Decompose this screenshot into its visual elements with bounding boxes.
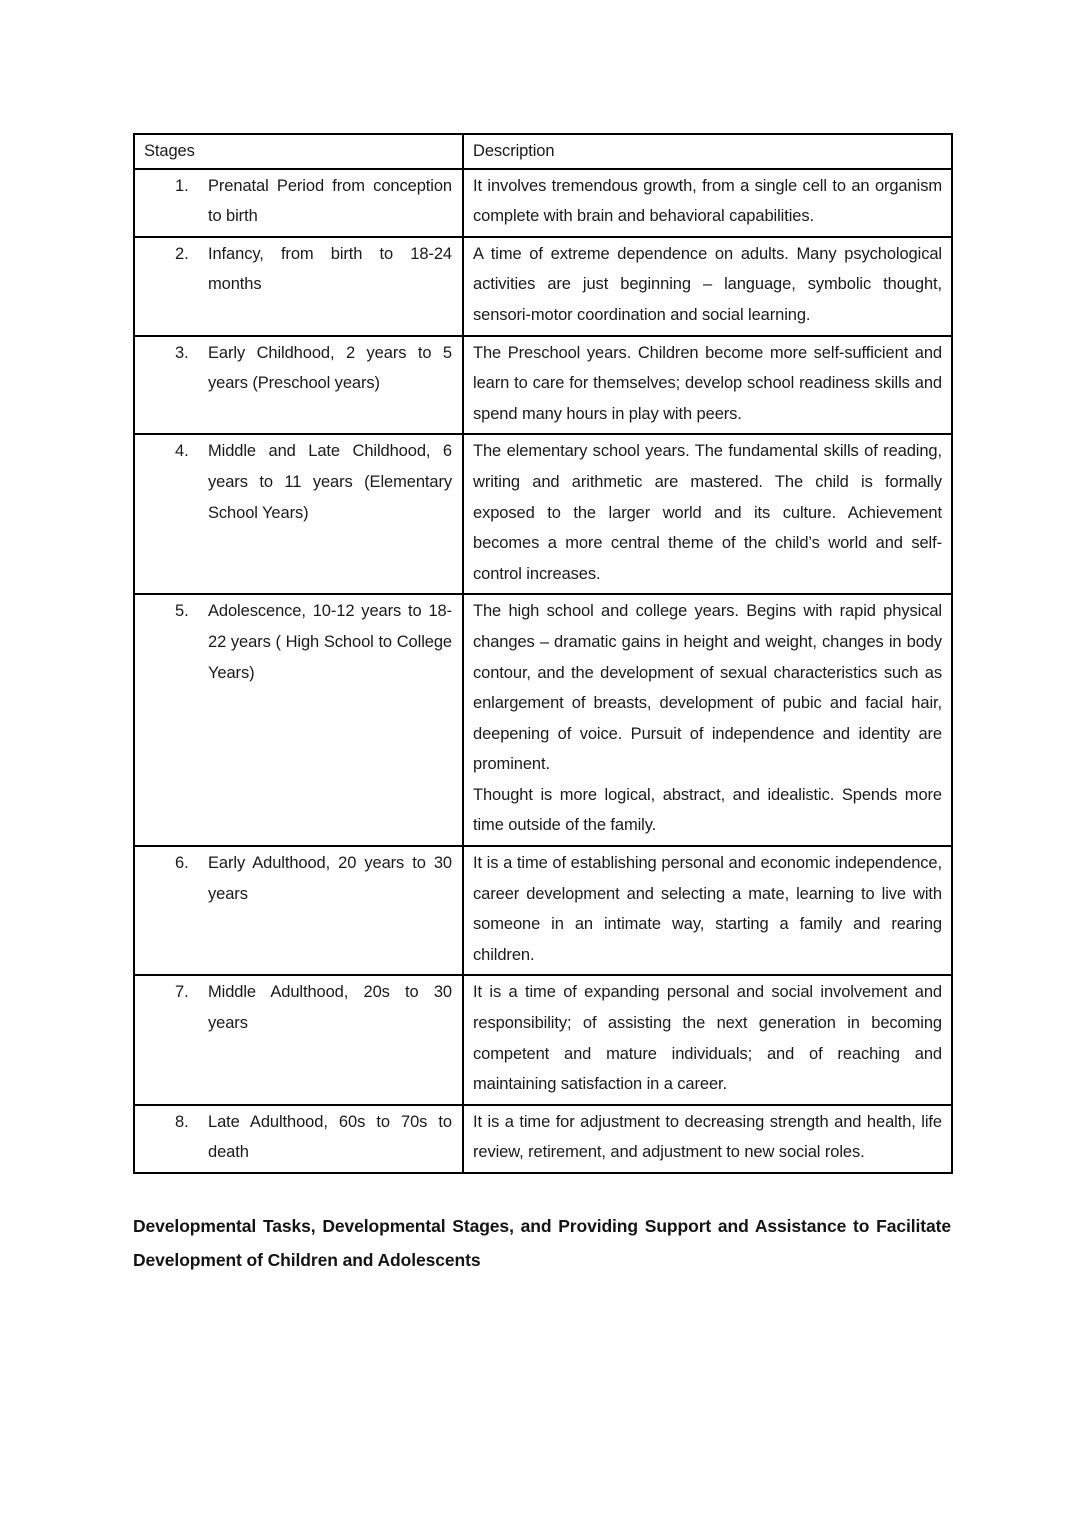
table-row	[134, 1105, 952, 1173]
stage-label: Middle and Late Childhood, 6 years to 11 years (Elementary School Years)	[208, 442, 452, 522]
stage-cell	[134, 336, 463, 435]
table-row	[134, 169, 952, 237]
stage-number: 1.	[175, 176, 189, 195]
stage-label: Middle Adulthood, 20s to 30 years	[208, 983, 452, 1033]
stage-label: Prenatal Period from conception to birth	[208, 176, 452, 226]
description-cell	[463, 169, 952, 237]
description-paragraph: The elementary school years. The fundamental skills of reading, writing and arithmetic are mastered. The child is formally exposed to the larger world and its culture. Achievement becomes a more central theme of the child’s world and self-control increases.	[473, 442, 942, 583]
stage-cell	[134, 237, 463, 336]
table-row	[134, 237, 952, 336]
stage-cell	[134, 1105, 463, 1173]
developmental-stages-table	[133, 133, 953, 1174]
description-cell	[463, 594, 952, 846]
description-cell	[463, 237, 952, 336]
description-paragraph: The high school and college years. Begins with rapid physical changes – dramatic gains in height and weight, changes in body contour, and the development of sexual characteristics such as enlargement of breasts, development of pubic and facial hair, deepening of voice. Pursuit of independence and identity are prominent.	[473, 602, 942, 774]
stage-number: 3.	[175, 343, 189, 362]
description-cell	[463, 1105, 952, 1173]
stage-label: Infancy, from birth to 18-24 months	[208, 244, 452, 294]
description-paragraph: A time of extreme dependence on adults. Many psychological activities are just beginning – language, symbolic thought, sensori-motor coordination and social learning.	[473, 244, 942, 324]
stage-number: 5.	[175, 602, 189, 621]
section-heading: Developmental Tasks, Developmental Stages, and Providing Support and Assistance to Facilitate Development of Children and Adolescents	[133, 1216, 951, 1270]
stage-cell	[134, 169, 463, 237]
stage-number: 4.	[175, 442, 189, 461]
stage-cell	[134, 846, 463, 975]
stage-cell	[134, 975, 463, 1104]
stage-number: 6.	[175, 854, 189, 873]
description-paragraph: It involves tremendous growth, from a single cell to an organism complete with brain and behavioral capabilities.	[473, 176, 942, 226]
description-paragraph: It is a time for adjustment to decreasing strength and health, life review, retirement, and adjustment to new social roles.	[473, 1112, 942, 1162]
stage-label: Early Childhood, 2 years to 5 years (Preschool years)	[208, 343, 452, 393]
stage-cell	[134, 594, 463, 846]
stage-label: Late Adulthood, 60s to 70s to death	[208, 1112, 452, 1162]
column-header-description: Description	[463, 134, 952, 169]
table-row	[134, 846, 952, 975]
table-row	[134, 594, 952, 846]
description-cell	[463, 434, 952, 594]
stage-number: 8.	[175, 1112, 189, 1131]
table-header-row	[134, 134, 952, 169]
stage-label: Early Adulthood, 20 years to 30 years	[208, 854, 452, 903]
description-cell	[463, 846, 952, 975]
stage-cell	[134, 434, 463, 594]
stage-number: 2.	[175, 244, 189, 263]
table-row	[134, 434, 952, 594]
document-page	[133, 133, 951, 1277]
stage-number: 7.	[175, 983, 189, 1002]
description-paragraph: It is a time of expanding personal and social involvement and responsibility; of assisting the next generation in becoming competent and mature individuals; and of reaching and maintaining satisfaction in a career.	[473, 983, 942, 1094]
description-paragraph: Thought is more logical, abstract, and idealistic. Spends more time outside of the family.	[473, 785, 942, 835]
table-row	[134, 336, 952, 435]
column-header-stages: Stages	[134, 134, 463, 169]
description-cell	[463, 975, 952, 1104]
description-paragraph: The Preschool years. Children become more self-sufficient and learn to care for themselves; develop school readiness skills and spend many hours in play with peers.	[473, 343, 942, 423]
description-cell	[463, 336, 952, 435]
stage-label: Adolescence, 10-12 years to 18-22 years ( High School to College Years)	[208, 602, 452, 682]
description-paragraph: It is a time of establishing personal and economic independence, career development and selecting a mate, learning to live with someone in an intimate way, starting a family and rearing children.	[473, 854, 942, 964]
table-row	[134, 975, 952, 1104]
